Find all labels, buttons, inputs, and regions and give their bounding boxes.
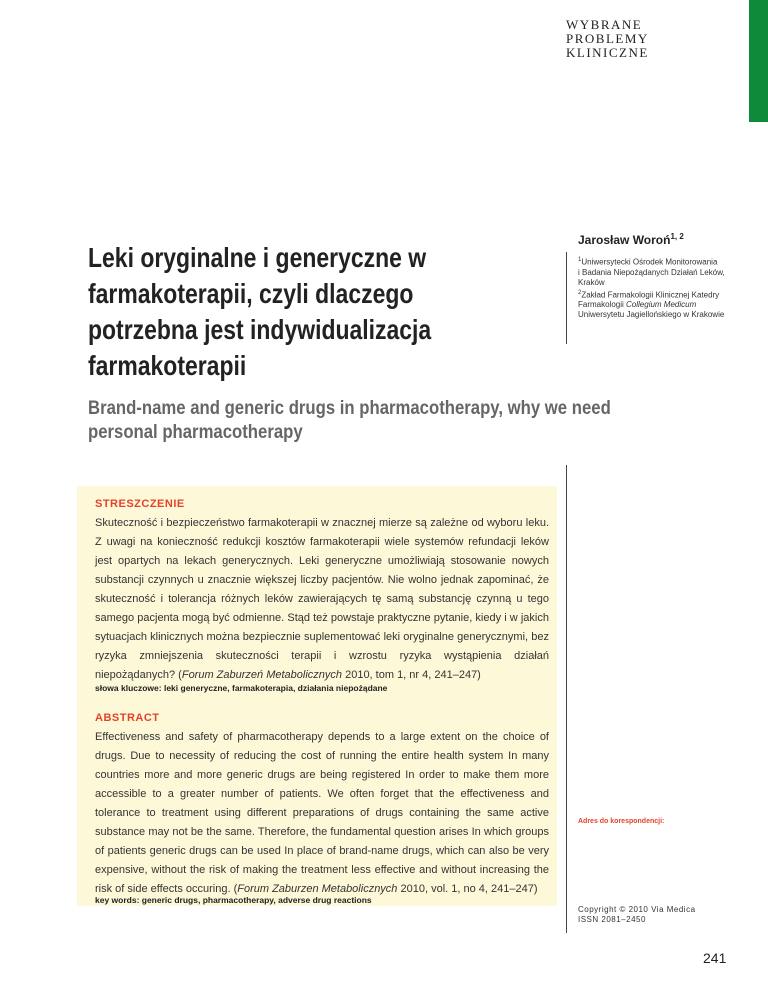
streszczenie-heading: STRESZCZENIE [95, 498, 185, 510]
divider-line [566, 465, 567, 933]
abstract-section [95, 712, 549, 899]
author-name: Jarosław Woroń$^{1, 2}$ [578, 232, 684, 247]
author-block [578, 232, 748, 320]
polish-keywords: słowa kluczowe: leki generyczne, farmakoterapia, działania niepożądane [95, 683, 388, 693]
streszczenie-section [95, 498, 549, 685]
abstract-heading: ABSTRACT [95, 712, 160, 724]
copyright: Copyright © 2010 Via Medica ISSN 2081–2450 [578, 905, 696, 924]
section-label [566, 18, 649, 60]
abstract-box [77, 486, 557, 906]
english-keywords: key words: generic drugs, pharmacotherapy, adverse drug reactions [95, 895, 372, 905]
section-label-line: WYBRANE [566, 17, 643, 32]
correspondence-label: Adres do korespondencji: [578, 818, 665, 825]
section-label-line: KLINICZNE [566, 45, 649, 60]
section-label-line: PROBLEMY [566, 31, 649, 46]
divider-line [566, 252, 567, 344]
author-affiliations: $^1$Uniwersytecki Ośrodek Monitorowania i Badania Niepożądanych Działań Leków, Kraków $^2$Zakład Farmakologii Klinicznej Katedry Farmakologii Collegium Medicum Uniwersytetu Jagiellońskiego w Krakowie [578, 257, 725, 320]
article-title: Leki oryginalne i generyczne w farmakoterapii, czyli dlaczego potrzebna jest indywidualizacja farmakoterapii [88, 242, 432, 381]
page-number: 241 [703, 950, 727, 966]
streszczenie-text: Skuteczność i bezpieczeństwo farmakoterapii w znacznej mierze są zależne od wyboru leku. Z uwagi na konieczność redukcji kosztów farmakoterapii wiele systemów refundacji leków jest opartych na lekach generycznych. Leki generyczne umożliwiają stosowanie nowych substancji czynnych u znacznie większej liczby pacjentów. Nie wolno jednak zapominać, że skuteczność i tolerancja różnych leków zawierających tę samą substancję czynną u tego samego pacjenta mogą być odmienne. Stąd też powstaje praktyczne pytanie, kiedy i w jakich sytuacjach klinicznych można bezpiecznie suplementować leki oryginalne generycznymi, bez ryzyka zmniejszenia skuteczności terapii i wzrostu ryzyka wystąpienia działań niepożądanych? (Forum Zaburzeń Metabolicznych 2010, tom 1, nr 4, 241–247) [95, 517, 549, 681]
abstract-text: Effectiveness and safety of pharmacotherapy depends to a large extent on the choice of drugs. Due to necessity of reducing the cost of running the entire health system In many countries more and more generic drugs are being registered In order to make them more accessible to a greater number of patients. We often forget that the effectiveness and tolerance to treatment using different preparations of drugs containing the same active substance may not be the same. Therefore, the fundamental question arises In which groups of patients generic drugs can be used In place of brand-name drugs, which can also be very expensive, without the risk of making the treatment less effective and without increasing the risk of side effects occuring. (Forum Zaburzen Metabolicznych 2010, vol. 1, no 4, 241–247) [95, 731, 549, 895]
green-accent-bar [749, 0, 768, 122]
article-subtitle: Brand-name and generic drugs in pharmacotherapy, why we need personal pharmacotherapy [88, 398, 611, 443]
